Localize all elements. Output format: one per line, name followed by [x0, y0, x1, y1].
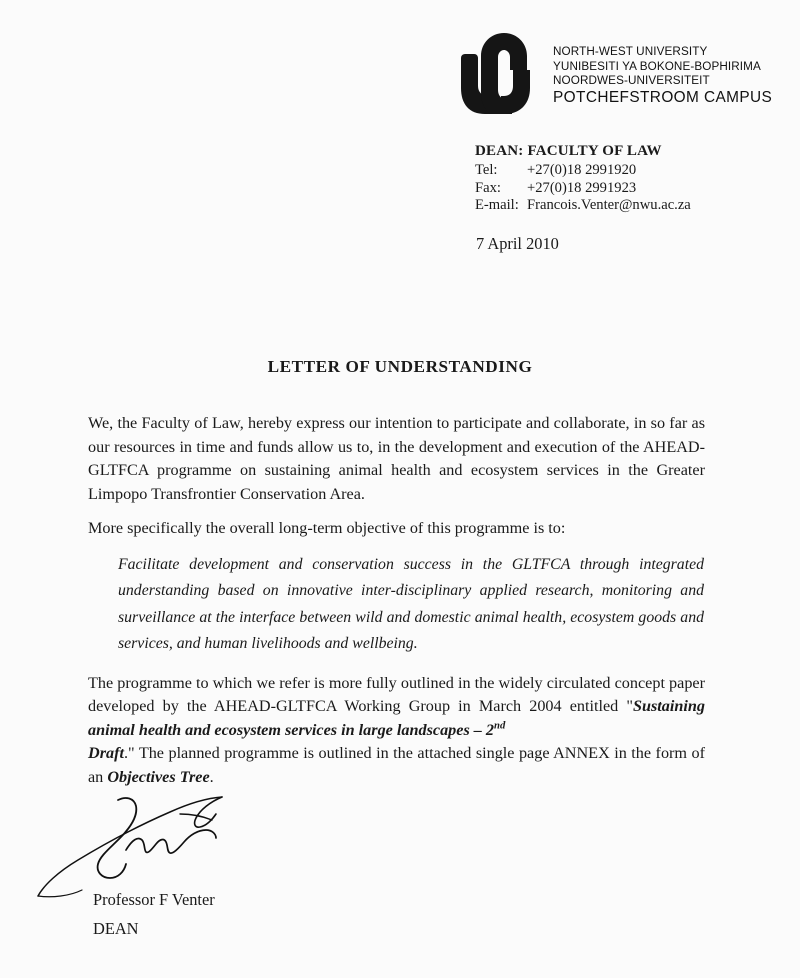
email-value: Francois.Venter@nwu.ac.za: [527, 197, 691, 214]
concept-text-1: The programme to which we refer is more fully outlined in the widely circulated concept paper developed by the AHEAD-GLTFCA Working Group in March 2004 entitled ": [88, 673, 705, 716]
telephone-label: Tel:: [475, 162, 498, 179]
draft-label: Draft: [88, 744, 124, 763]
logo-line-campus: POTCHEFSTROOM CAMPUS: [553, 88, 773, 106]
signatory-role: DEAN: [93, 919, 139, 938]
page-title: LETTER OF UNDERSTANDING: [267, 357, 533, 376]
telephone-row: [475, 162, 691, 179]
email-row: [475, 197, 691, 214]
letter-date: 7 April 2010: [476, 234, 559, 253]
logo-line-3: NOORDWES-UNIVERSITEIT: [553, 73, 710, 88]
paragraph-objective-lead: More specifically the overall long-term objective of this programme is to:: [88, 519, 566, 538]
logo-text-block: [553, 32, 772, 107]
fax-value: +27(0)18 2991923: [527, 179, 637, 196]
signatory-name: Professor F Venter: [93, 890, 215, 909]
ordinal-suffix: nd: [494, 719, 506, 732]
objectives-tree-label: Objectives Tree: [107, 767, 210, 786]
concept-text-2: ." The planned programme is outlined in the attached single page ANNEX in the form of an: [88, 744, 705, 786]
signature-block: [93, 885, 215, 943]
letterhead: [455, 32, 772, 114]
telephone-value: +27(0)18 2991920: [527, 162, 637, 179]
fax-row: [475, 180, 691, 197]
letter-body: [88, 412, 705, 790]
nwu-logo-icon: [455, 32, 539, 114]
paragraph-concept-paper: [88, 672, 705, 790]
concept-text-3: .: [209, 767, 214, 786]
logo-line-2: YUNIBESITI YA BOKONE-BOPHIRIMA: [553, 58, 761, 73]
email-label: E-mail:: [475, 197, 519, 214]
dean-faculty-title: DEAN: FACULTY OF LAW: [475, 143, 662, 159]
contact-block: [475, 143, 691, 215]
paragraph-intent: We, the Faculty of Law, hereby express our intention to participate and collaborate, in so far as our resources in time and funds allow us to, in the development and execution of the AHEAD-GLTFCA programme on sustaining animal health and ecosystem services in the Greater Limpopo Transfrontier Conservation Area.: [88, 414, 705, 503]
logo-line-1: NORTH-WEST UNIVERSITY: [553, 44, 708, 58]
concept-paper-title: Sustaining animal health and ecosystem services in large landscapes – 2: [88, 697, 705, 739]
objective-quote: Facilitate development and conservation success in the GLTFCA through integrated understanding based on innovative inter-disciplinary applied research, monitoring and surveillance at the interface between wild and domestic animal health, ecosystem goods and services, and human livelihoods and wellbeing.: [118, 555, 704, 653]
fax-label: Fax:: [475, 179, 501, 196]
